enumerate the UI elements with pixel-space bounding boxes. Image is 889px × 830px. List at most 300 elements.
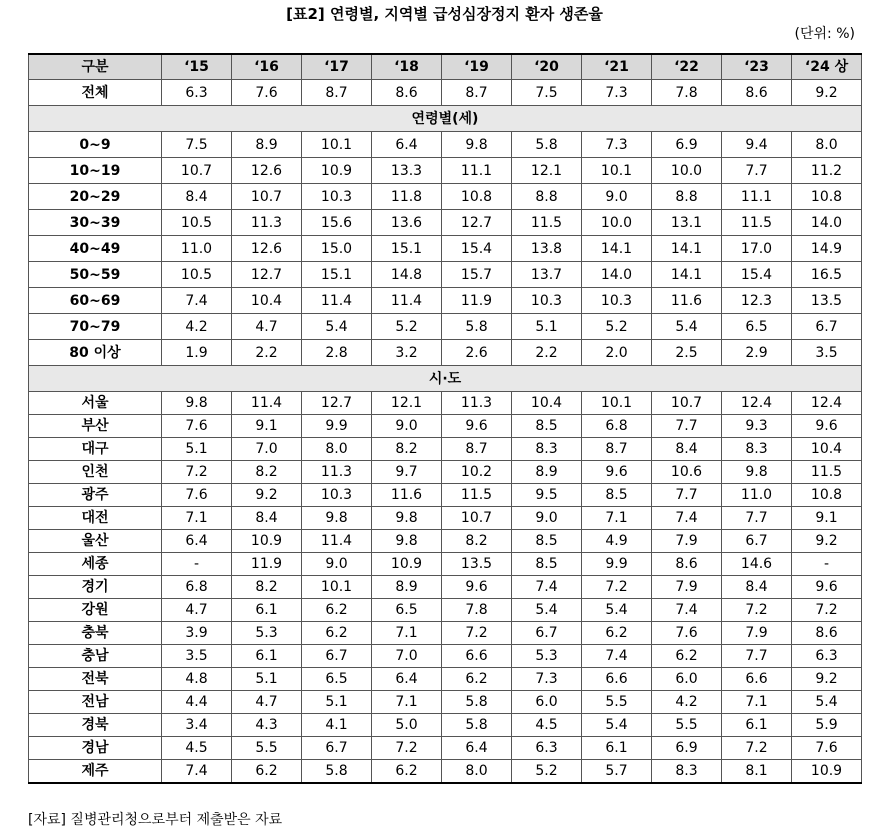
data-cell: 12.4 <box>722 392 792 415</box>
data-cell: 2.8 <box>302 340 372 366</box>
table-row <box>29 158 862 184</box>
table-row <box>29 314 862 340</box>
data-cell: 8.4 <box>652 438 722 461</box>
data-cell: 7.2 <box>722 737 792 760</box>
data-cell: 7.7 <box>652 484 722 507</box>
data-cell: 2.5 <box>652 340 722 366</box>
column-header: 구분 <box>29 54 162 80</box>
data-cell: 5.0 <box>372 714 442 737</box>
data-cell: 7.7 <box>722 507 792 530</box>
data-cell: 4.3 <box>232 714 302 737</box>
data-cell: 8.4 <box>162 184 232 210</box>
data-cell: 15.0 <box>302 236 372 262</box>
data-cell: 5.8 <box>302 760 372 784</box>
row-label: 강원 <box>29 599 162 622</box>
data-cell: 6.9 <box>652 132 722 158</box>
data-cell: 7.4 <box>162 288 232 314</box>
data-cell: 15.7 <box>442 262 512 288</box>
row-label: 전체 <box>29 80 162 106</box>
data-cell: 9.8 <box>372 530 442 553</box>
data-cell: 4.5 <box>162 737 232 760</box>
data-cell: 8.0 <box>442 760 512 784</box>
data-cell: 9.0 <box>372 415 442 438</box>
data-cell: 5.2 <box>372 314 442 340</box>
data-cell: 7.3 <box>582 80 652 106</box>
data-cell: 11.0 <box>722 484 792 507</box>
data-cell: 11.4 <box>372 288 442 314</box>
row-label: 대구 <box>29 438 162 461</box>
data-cell: 10.1 <box>582 392 652 415</box>
table-row <box>29 262 862 288</box>
data-cell: 7.5 <box>162 132 232 158</box>
data-cell: 11.4 <box>302 530 372 553</box>
data-cell: 11.9 <box>442 288 512 314</box>
data-cell: 11.1 <box>722 184 792 210</box>
table-row <box>29 438 862 461</box>
data-cell: 4.9 <box>582 530 652 553</box>
data-cell: 10.5 <box>162 210 232 236</box>
data-cell: 6.2 <box>302 599 372 622</box>
data-cell: 10.2 <box>442 461 512 484</box>
data-cell: 15.1 <box>372 236 442 262</box>
table-row <box>29 415 862 438</box>
data-cell: 8.1 <box>722 760 792 784</box>
source-note: [자료] 질병관리청으로부터 제출받은 자료 <box>28 812 283 828</box>
data-cell: 6.7 <box>722 530 792 553</box>
data-cell: 6.7 <box>512 622 582 645</box>
row-label: 50~59 <box>29 262 162 288</box>
data-cell: 14.1 <box>652 236 722 262</box>
row-label: 제주 <box>29 760 162 784</box>
data-cell: 8.7 <box>582 438 652 461</box>
data-cell: 6.1 <box>232 645 302 668</box>
section-heading: 시·도 <box>29 366 862 392</box>
data-cell: 10.0 <box>652 158 722 184</box>
data-cell: 13.1 <box>652 210 722 236</box>
data-cell: 6.4 <box>372 668 442 691</box>
column-header: ‘17 <box>302 54 372 80</box>
data-cell: 11.6 <box>652 288 722 314</box>
table-body <box>29 80 862 784</box>
column-header: ‘23 <box>722 54 792 80</box>
table-row <box>29 530 862 553</box>
data-cell: 6.3 <box>792 645 862 668</box>
data-cell: 8.5 <box>582 484 652 507</box>
data-cell: 8.5 <box>512 553 582 576</box>
data-cell: 7.3 <box>582 132 652 158</box>
data-cell: 10.3 <box>582 288 652 314</box>
data-cell: 7.1 <box>582 507 652 530</box>
data-cell: 9.6 <box>792 415 862 438</box>
data-cell: 13.8 <box>512 236 582 262</box>
data-cell: 11.4 <box>302 288 372 314</box>
data-cell: 6.6 <box>722 668 792 691</box>
survival-rate-table <box>28 53 862 784</box>
row-label: 70~79 <box>29 314 162 340</box>
data-cell: - <box>162 553 232 576</box>
table-row <box>29 645 862 668</box>
data-cell: 10.8 <box>792 184 862 210</box>
data-cell: 11.1 <box>442 158 512 184</box>
data-cell: 7.6 <box>792 737 862 760</box>
data-cell: 12.4 <box>792 392 862 415</box>
data-cell: 5.7 <box>582 760 652 784</box>
column-header: ‘19 <box>442 54 512 80</box>
data-cell: 13.3 <box>372 158 442 184</box>
data-cell: 8.9 <box>232 132 302 158</box>
data-cell: 5.8 <box>512 132 582 158</box>
data-cell: 7.2 <box>582 576 652 599</box>
data-cell: 10.1 <box>302 132 372 158</box>
data-cell: 7.9 <box>652 576 722 599</box>
data-cell: 7.9 <box>722 622 792 645</box>
data-cell: 3.2 <box>372 340 442 366</box>
data-cell: 7.9 <box>652 530 722 553</box>
section-header-row <box>29 366 862 392</box>
data-cell: 10.3 <box>302 484 372 507</box>
data-cell: 10.7 <box>652 392 722 415</box>
data-cell: 8.8 <box>512 184 582 210</box>
data-cell: 10.3 <box>302 184 372 210</box>
data-cell: 3.5 <box>162 645 232 668</box>
unit-label: (단위: %) <box>794 26 855 42</box>
data-cell: 6.5 <box>722 314 792 340</box>
data-cell: 7.6 <box>232 80 302 106</box>
data-cell: 12.1 <box>512 158 582 184</box>
data-cell: 10.7 <box>442 507 512 530</box>
data-cell: 12.6 <box>232 158 302 184</box>
row-label: 전북 <box>29 668 162 691</box>
table-row <box>29 576 862 599</box>
table-row <box>29 507 862 530</box>
row-label: 인천 <box>29 461 162 484</box>
data-cell: 6.2 <box>372 760 442 784</box>
data-cell: 14.9 <box>792 236 862 262</box>
data-cell: 8.0 <box>792 132 862 158</box>
data-cell: 13.7 <box>512 262 582 288</box>
data-cell: 14.1 <box>582 236 652 262</box>
data-cell: 7.1 <box>372 622 442 645</box>
data-cell: 5.5 <box>652 714 722 737</box>
data-cell: 6.2 <box>582 622 652 645</box>
table-row <box>29 288 862 314</box>
data-cell: 6.7 <box>302 737 372 760</box>
data-cell: 8.4 <box>232 507 302 530</box>
data-cell: 9.8 <box>442 132 512 158</box>
table-row <box>29 236 862 262</box>
data-cell: 4.7 <box>232 691 302 714</box>
data-cell: 9.0 <box>582 184 652 210</box>
data-cell: 8.2 <box>232 461 302 484</box>
table-row <box>29 461 862 484</box>
table-row <box>29 714 862 737</box>
column-header: ‘21 <box>582 54 652 80</box>
data-cell: 11.5 <box>442 484 512 507</box>
data-cell: 9.8 <box>722 461 792 484</box>
row-label: 60~69 <box>29 288 162 314</box>
data-cell: 5.5 <box>582 691 652 714</box>
data-cell: 9.6 <box>442 415 512 438</box>
row-label: 울산 <box>29 530 162 553</box>
data-cell: 14.0 <box>792 210 862 236</box>
data-cell: 3.9 <box>162 622 232 645</box>
table-row <box>29 691 862 714</box>
data-cell: 7.2 <box>722 599 792 622</box>
data-cell: 10.3 <box>512 288 582 314</box>
data-cell: 14.0 <box>582 262 652 288</box>
data-cell: 7.7 <box>722 158 792 184</box>
data-cell: 5.1 <box>162 438 232 461</box>
data-cell: 10.9 <box>792 760 862 784</box>
data-cell: 5.4 <box>512 599 582 622</box>
data-cell: 6.4 <box>162 530 232 553</box>
data-cell: 6.4 <box>372 132 442 158</box>
data-cell: 6.2 <box>652 645 722 668</box>
data-cell: 6.1 <box>722 714 792 737</box>
data-cell: 7.7 <box>652 415 722 438</box>
data-cell: 9.2 <box>792 530 862 553</box>
table-row <box>29 392 862 415</box>
data-cell: 11.2 <box>792 158 862 184</box>
data-cell: 7.4 <box>162 760 232 784</box>
data-cell: 7.4 <box>652 599 722 622</box>
data-cell: 11.3 <box>232 210 302 236</box>
data-cell: 4.8 <box>162 668 232 691</box>
table-row <box>29 340 862 366</box>
header-row <box>29 54 862 80</box>
data-cell: 11.4 <box>232 392 302 415</box>
row-label: 서울 <box>29 392 162 415</box>
data-cell: 7.6 <box>652 622 722 645</box>
data-cell: 6.3 <box>512 737 582 760</box>
table-row <box>29 132 862 158</box>
data-cell: 8.3 <box>512 438 582 461</box>
data-cell: 6.9 <box>652 737 722 760</box>
row-label: 경남 <box>29 737 162 760</box>
data-cell: 5.2 <box>582 314 652 340</box>
column-header: ‘24 상 <box>792 54 862 80</box>
data-cell: 13.5 <box>792 288 862 314</box>
data-cell: 7.6 <box>162 415 232 438</box>
data-cell: 10.4 <box>512 392 582 415</box>
table-row <box>29 553 862 576</box>
data-cell: 3.4 <box>162 714 232 737</box>
data-cell: 6.2 <box>302 622 372 645</box>
data-cell: 12.7 <box>442 210 512 236</box>
data-cell: 14.1 <box>652 262 722 288</box>
section-header-row <box>29 106 862 132</box>
data-cell: - <box>792 553 862 576</box>
data-cell: 9.3 <box>722 415 792 438</box>
data-cell: 6.8 <box>582 415 652 438</box>
data-cell: 7.8 <box>652 80 722 106</box>
data-cell: 9.7 <box>372 461 442 484</box>
data-cell: 5.1 <box>512 314 582 340</box>
data-cell: 7.6 <box>162 484 232 507</box>
data-cell: 6.4 <box>442 737 512 760</box>
data-cell: 7.0 <box>232 438 302 461</box>
data-cell: 6.5 <box>372 599 442 622</box>
table-row <box>29 484 862 507</box>
data-cell: 5.1 <box>232 668 302 691</box>
data-cell: 7.1 <box>372 691 442 714</box>
data-cell: 4.4 <box>162 691 232 714</box>
data-cell: 11.5 <box>792 461 862 484</box>
section-heading: 연령별(세) <box>29 106 862 132</box>
data-cell: 9.2 <box>232 484 302 507</box>
data-cell: 6.5 <box>302 668 372 691</box>
data-cell: 12.7 <box>302 392 372 415</box>
data-cell: 7.2 <box>162 461 232 484</box>
data-cell: 7.1 <box>722 691 792 714</box>
data-cell: 9.0 <box>302 553 372 576</box>
data-cell: 9.6 <box>792 576 862 599</box>
data-cell: 8.0 <box>302 438 372 461</box>
data-cell: 5.8 <box>442 314 512 340</box>
data-cell: 9.8 <box>372 507 442 530</box>
data-cell: 11.6 <box>372 484 442 507</box>
data-cell: 7.8 <box>442 599 512 622</box>
data-cell: 11.9 <box>232 553 302 576</box>
data-cell: 9.6 <box>582 461 652 484</box>
data-cell: 9.9 <box>582 553 652 576</box>
column-header: ‘15 <box>162 54 232 80</box>
data-cell: 9.6 <box>442 576 512 599</box>
row-label: 충남 <box>29 645 162 668</box>
data-cell: 6.7 <box>302 645 372 668</box>
data-cell: 9.0 <box>512 507 582 530</box>
data-cell: 5.8 <box>442 714 512 737</box>
data-cell: 6.1 <box>232 599 302 622</box>
data-cell: 5.4 <box>582 599 652 622</box>
data-cell: 8.6 <box>722 80 792 106</box>
table-row <box>29 737 862 760</box>
data-cell: 2.6 <box>442 340 512 366</box>
table-row <box>29 184 862 210</box>
data-cell: 15.1 <box>302 262 372 288</box>
data-cell: 16.5 <box>792 262 862 288</box>
data-cell: 5.4 <box>302 314 372 340</box>
data-cell: 11.0 <box>162 236 232 262</box>
data-cell: 6.0 <box>512 691 582 714</box>
row-label: 0~9 <box>29 132 162 158</box>
data-cell: 6.6 <box>582 668 652 691</box>
data-cell: 4.1 <box>302 714 372 737</box>
row-label: 세종 <box>29 553 162 576</box>
row-label: 경기 <box>29 576 162 599</box>
row-label: 경북 <box>29 714 162 737</box>
column-header: ‘22 <box>652 54 722 80</box>
column-header: ‘18 <box>372 54 442 80</box>
data-cell: 13.5 <box>442 553 512 576</box>
data-cell: 8.9 <box>372 576 442 599</box>
data-cell: 12.3 <box>722 288 792 314</box>
data-cell: 10.4 <box>232 288 302 314</box>
data-cell: 8.7 <box>442 438 512 461</box>
data-cell: 9.8 <box>162 392 232 415</box>
data-cell: 12.6 <box>232 236 302 262</box>
data-cell: 8.5 <box>512 530 582 553</box>
data-cell: 1.9 <box>162 340 232 366</box>
data-cell: 5.4 <box>652 314 722 340</box>
row-label: 부산 <box>29 415 162 438</box>
data-cell: 5.1 <box>302 691 372 714</box>
data-cell: 10.8 <box>442 184 512 210</box>
data-cell: 17.0 <box>722 236 792 262</box>
table-row <box>29 599 862 622</box>
data-cell: 9.9 <box>302 415 372 438</box>
data-cell: 6.1 <box>582 737 652 760</box>
data-cell: 15.6 <box>302 210 372 236</box>
data-cell: 8.6 <box>372 80 442 106</box>
data-cell: 10.6 <box>652 461 722 484</box>
data-cell: 15.4 <box>722 262 792 288</box>
table-row <box>29 622 862 645</box>
data-cell: 10.9 <box>302 158 372 184</box>
data-cell: 4.2 <box>652 691 722 714</box>
data-cell: 11.3 <box>302 461 372 484</box>
data-cell: 5.5 <box>232 737 302 760</box>
data-cell: 9.8 <box>302 507 372 530</box>
data-cell: 5.4 <box>792 691 862 714</box>
data-cell: 10.0 <box>582 210 652 236</box>
table-row <box>29 210 862 236</box>
data-cell: 14.6 <box>722 553 792 576</box>
data-cell: 9.2 <box>792 668 862 691</box>
data-cell: 9.5 <box>512 484 582 507</box>
data-cell: 3.5 <box>792 340 862 366</box>
row-label: 대전 <box>29 507 162 530</box>
data-cell: 10.8 <box>792 484 862 507</box>
data-cell: 5.3 <box>232 622 302 645</box>
data-cell: 14.8 <box>372 262 442 288</box>
row-label: 30~39 <box>29 210 162 236</box>
data-cell: 6.3 <box>162 80 232 106</box>
row-label: 충북 <box>29 622 162 645</box>
row-label: 20~29 <box>29 184 162 210</box>
data-cell: 7.4 <box>512 576 582 599</box>
data-cell: 8.2 <box>372 438 442 461</box>
data-cell: 5.9 <box>792 714 862 737</box>
data-cell: 10.9 <box>232 530 302 553</box>
data-cell: 6.0 <box>652 668 722 691</box>
data-cell: 8.7 <box>442 80 512 106</box>
data-cell: 9.4 <box>722 132 792 158</box>
data-cell: 4.2 <box>162 314 232 340</box>
data-cell: 5.8 <box>442 691 512 714</box>
data-cell: 7.2 <box>372 737 442 760</box>
table-row <box>29 760 862 784</box>
data-cell: 11.8 <box>372 184 442 210</box>
data-cell: 12.1 <box>372 392 442 415</box>
data-cell: 7.2 <box>792 599 862 622</box>
row-label: 80 이상 <box>29 340 162 366</box>
data-cell: 15.4 <box>442 236 512 262</box>
data-cell: 8.3 <box>652 760 722 784</box>
data-cell: 8.8 <box>652 184 722 210</box>
data-cell: 10.1 <box>582 158 652 184</box>
data-cell: 9.1 <box>232 415 302 438</box>
data-cell: 6.7 <box>792 314 862 340</box>
data-cell: 8.2 <box>442 530 512 553</box>
data-cell: 2.2 <box>232 340 302 366</box>
data-cell: 11.5 <box>722 210 792 236</box>
data-cell: 10.7 <box>162 158 232 184</box>
data-cell: 5.2 <box>512 760 582 784</box>
data-cell: 8.4 <box>722 576 792 599</box>
table-row <box>29 80 862 106</box>
data-cell: 10.5 <box>162 262 232 288</box>
